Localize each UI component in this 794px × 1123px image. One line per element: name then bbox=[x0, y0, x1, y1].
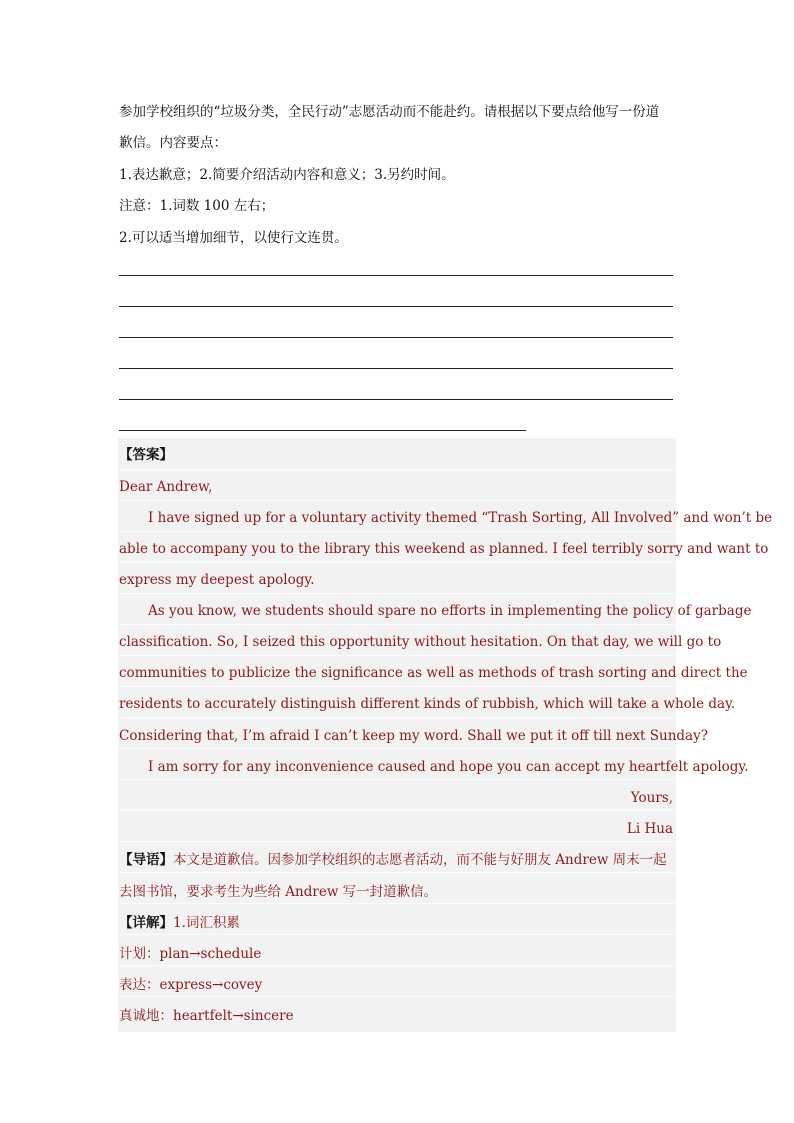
letter-paragraph-1: able to accompany you to the library this weekend as planned. I feel terribly sorry and want to bbox=[119, 541, 769, 557]
writing-line bbox=[119, 399, 673, 400]
row-separator bbox=[118, 934, 676, 935]
row-separator bbox=[118, 748, 676, 749]
row-separator bbox=[118, 469, 676, 470]
row-separator bbox=[118, 810, 676, 811]
guide-text: 本文是道歉信。因参加学校组织的志愿者活动，而不能与好朋友 Andrew 周末一起 bbox=[173, 852, 667, 868]
detail-label: 【详解】 bbox=[119, 915, 173, 931]
prompt-note-2: 2.可以适当增加细节，以使行文连贯。 bbox=[119, 230, 348, 246]
row-separator bbox=[118, 562, 676, 563]
letter-paragraph-2: classification. So, I seized this opportunity without hesitation. On that day, we will go to bbox=[119, 634, 722, 650]
letter-paragraph-1: I have signed up for a voluntary activity themed “Trash Sorting, All Involved” and won’t be bbox=[148, 510, 773, 526]
row-separator bbox=[118, 717, 676, 718]
letter-paragraph-1: express my deepest apology. bbox=[119, 572, 315, 588]
guide-label: 【导语】 bbox=[119, 852, 173, 868]
prompt-line-1: 参加学校组织的“垃圾分类，全民行动”志愿活动而不能赴约。请根据以下要点给他写一份道 bbox=[119, 104, 660, 120]
vocab-cn: 真诚地： bbox=[119, 1008, 173, 1024]
vocab-item bbox=[119, 975, 262, 995]
vocab-cn: 表达： bbox=[119, 977, 160, 993]
prompt-points: 1.表达歉意；2.简要介绍活动内容和意义；3.另约时间。 bbox=[119, 167, 455, 183]
row-separator bbox=[118, 841, 676, 842]
vocab-cn: 计划： bbox=[119, 946, 160, 962]
row-separator bbox=[118, 779, 676, 780]
row-separator bbox=[118, 593, 676, 594]
prompt-note-1: 注意：1.词数 100 左右； bbox=[119, 198, 275, 214]
detail-heading bbox=[119, 913, 240, 933]
letter-closing: Yours, bbox=[630, 790, 673, 806]
row-separator bbox=[118, 624, 676, 625]
row-separator bbox=[118, 686, 676, 687]
guide-line-2: 去图书馆，要求考生为些给 Andrew 写一封道歉信。 bbox=[119, 884, 438, 900]
writing-line bbox=[119, 306, 673, 307]
row-separator bbox=[118, 500, 676, 501]
prompt-line-2: 歉信。内容要点： bbox=[119, 135, 227, 151]
row-separator bbox=[118, 965, 676, 966]
writing-line bbox=[119, 337, 673, 338]
writing-line bbox=[119, 368, 673, 369]
letter-signature: Li Hua bbox=[626, 821, 673, 837]
letter-paragraph-2: communities to publicize the significance as well as methods of trash sorting and direct the bbox=[119, 665, 748, 681]
letter-salutation: Dear Andrew, bbox=[119, 479, 213, 495]
row-separator bbox=[118, 996, 676, 997]
writing-line bbox=[119, 430, 526, 431]
row-separator bbox=[118, 655, 676, 656]
row-separator bbox=[118, 872, 676, 873]
letter-paragraph-2: As you know, we students should spare no efforts in implementing the policy of garbage bbox=[148, 603, 752, 619]
vocab-en: express→covey bbox=[159, 977, 263, 993]
detail-title: 1.词汇积累 bbox=[173, 915, 240, 931]
vocab-en: plan→schedule bbox=[159, 946, 262, 962]
letter-paragraph-2: Considering that, I’m afraid I can’t keep my word. Shall we put it off till next Sunday? bbox=[119, 728, 708, 744]
row-separator bbox=[118, 531, 676, 532]
vocab-en: heartfelt→sincere bbox=[173, 1008, 294, 1024]
letter-paragraph-3: I am sorry for any inconvenience caused and hope you can accept my heartfelt apology. bbox=[148, 759, 749, 775]
row-separator bbox=[118, 903, 676, 904]
answer-heading: 【答案】 bbox=[119, 447, 173, 463]
vocab-item bbox=[119, 1006, 294, 1026]
letter-paragraph-2: residents to accurately distinguish different kinds of rubbish, which will take a whole day. bbox=[119, 696, 736, 712]
writing-line bbox=[119, 275, 673, 276]
guide-line-1 bbox=[119, 850, 667, 870]
vocab-item bbox=[119, 944, 261, 964]
